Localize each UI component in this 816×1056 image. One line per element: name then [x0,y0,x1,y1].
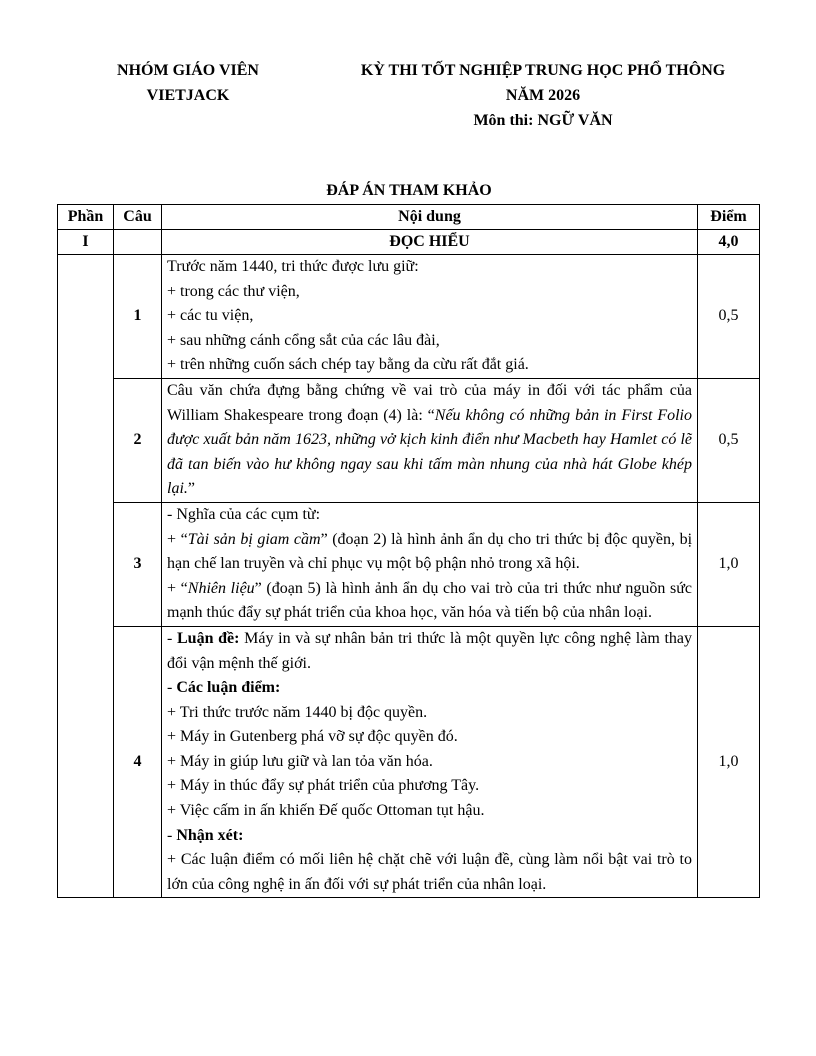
thesis-text: Máy in và sự nhân bản tri thức là một quyền lực công nghệ làm thay đổi vận mệnh thế giới. [167,629,693,672]
phan-cell-merged [58,255,114,898]
comment-label: Nhận xét: [176,826,244,844]
comment-text: + Các luận điểm có mối liên hệ chặt chẽ với luận đề, cùng làm nổi bật vai trò to lớn của công nghệ in ấn đối với sự phát triển của nhân loại. [167,851,692,893]
quoted-phrase: Tài sản bị giam cầm [187,530,321,548]
exam-year: NĂM 2026 [505,87,581,104]
header-cau: Câu [114,205,162,230]
score: 0,5 [698,378,760,502]
cau-number: 1 [114,255,162,379]
exam-header [318,58,768,133]
answer-content [162,255,698,379]
quoted-sentence: Nếu không có những bản in First Folio được xuất bản năm 1623, những vở kịch kinh điển như Macbeth hay Hamlet có lẽ đã tan biến vào hư không ngay sau khi tấm màn nhung của nhà hát Globe khép lại. [167,406,693,498]
answer-paragraph [167,379,692,502]
score: 1,0 [698,626,760,898]
argument-point: + Máy in thúc đẩy sự phát triển của phương Tây. [167,777,480,795]
section-cau-empty [114,230,162,255]
answer-line: Trước năm 1440, tri thức được lưu giữ: [167,258,419,275]
table-row [58,502,760,626]
section-name: ĐỌC HIỂU [162,230,698,255]
answer-table [57,204,760,898]
answer-line: + các tu viện, [167,307,254,325]
cau-number: 3 [114,502,162,626]
answer-text: - [167,679,177,697]
answer-paragraph [167,577,692,626]
arguments-heading [167,676,692,701]
quoted-phrase: Nhiên liệu [187,579,255,597]
answer-text: ” [187,480,195,498]
exam-subject: Môn thi: NGỮ VĂN [473,112,613,129]
comment-heading [167,824,692,849]
answer-text: Câu văn chứa đựng bằng chứng về vai trò của máy in đối với tác phẩm của William Shakespeare trong đoạn (4) là: “ [167,381,692,424]
answer-text: + “ [167,579,188,597]
organization-header [88,58,288,108]
answer-line: + trong các thư viện, [167,282,300,300]
score: 1,0 [698,502,760,626]
answer-content [162,626,698,898]
table-row [58,255,760,379]
section-diem: 4,0 [698,230,760,255]
section-row [58,230,760,255]
score: 0,5 [698,255,760,379]
thesis-label: Luận đề: [177,629,240,647]
answer-line: + trên những cuốn sách chép tay bằng da cừu rất đắt giá. [167,356,529,374]
header-noi-dung: Nội dung [162,205,698,230]
answer-text: - [167,629,177,647]
header-diem: Điểm [698,205,760,230]
document-title: ĐÁP ÁN THAM KHẢO [326,182,492,199]
org-line-1: NHÓM GIÁO VIÊN [117,62,259,79]
table-row [58,626,760,898]
argument-point: + Máy in Gutenberg phá vỡ sự độc quyền đó. [167,728,458,746]
answer-content [162,378,698,502]
arguments-label: Các luận điểm: [176,679,281,697]
table-row [58,378,760,502]
answer-text: ” (đoạn 2) là hình ảnh ẩn dụ cho tri thức bị độc quyền, bị hạn chế lan truyền và chỉ phục vụ một bộ phận nhỏ trong xã hội. [167,530,693,573]
answer-text: ” (đoạn 5) là hình ảnh ẩn dụ cho vai trò của tri thức như nguồn sức mạnh thúc đẩy sự phát triển của khoa học, văn hóa và tiến bộ của nhân loại. [167,579,693,622]
header-phan: Phần [58,205,114,230]
thesis-line [167,627,692,676]
exam-name: KỲ THI TỐT NGHIỆP TRUNG HỌC PHỔ THÔNG [360,62,726,79]
answer-line: - Nghĩa của các cụm từ: [167,505,321,523]
argument-point: + Việc cấm in ấn khiến Đế quốc Ottoman tụt hậu. [167,802,485,820]
answer-text: + “ [167,530,188,548]
answer-content [162,502,698,626]
cau-number: 4 [114,626,162,898]
argument-point: + Máy in giúp lưu giữ và lan tỏa văn hóa. [167,752,433,770]
section-phan: I [58,230,114,255]
answer-text: - [167,826,177,844]
argument-point: + Tri thức trước năm 1440 bị độc quyền. [167,703,428,721]
cau-number: 2 [114,378,162,502]
answer-line: + sau những cánh cổng sắt của các lâu đài, [167,331,440,349]
answer-paragraph [167,528,692,577]
org-line-2: VIETJACK [146,87,230,104]
table-header-row [58,205,760,230]
